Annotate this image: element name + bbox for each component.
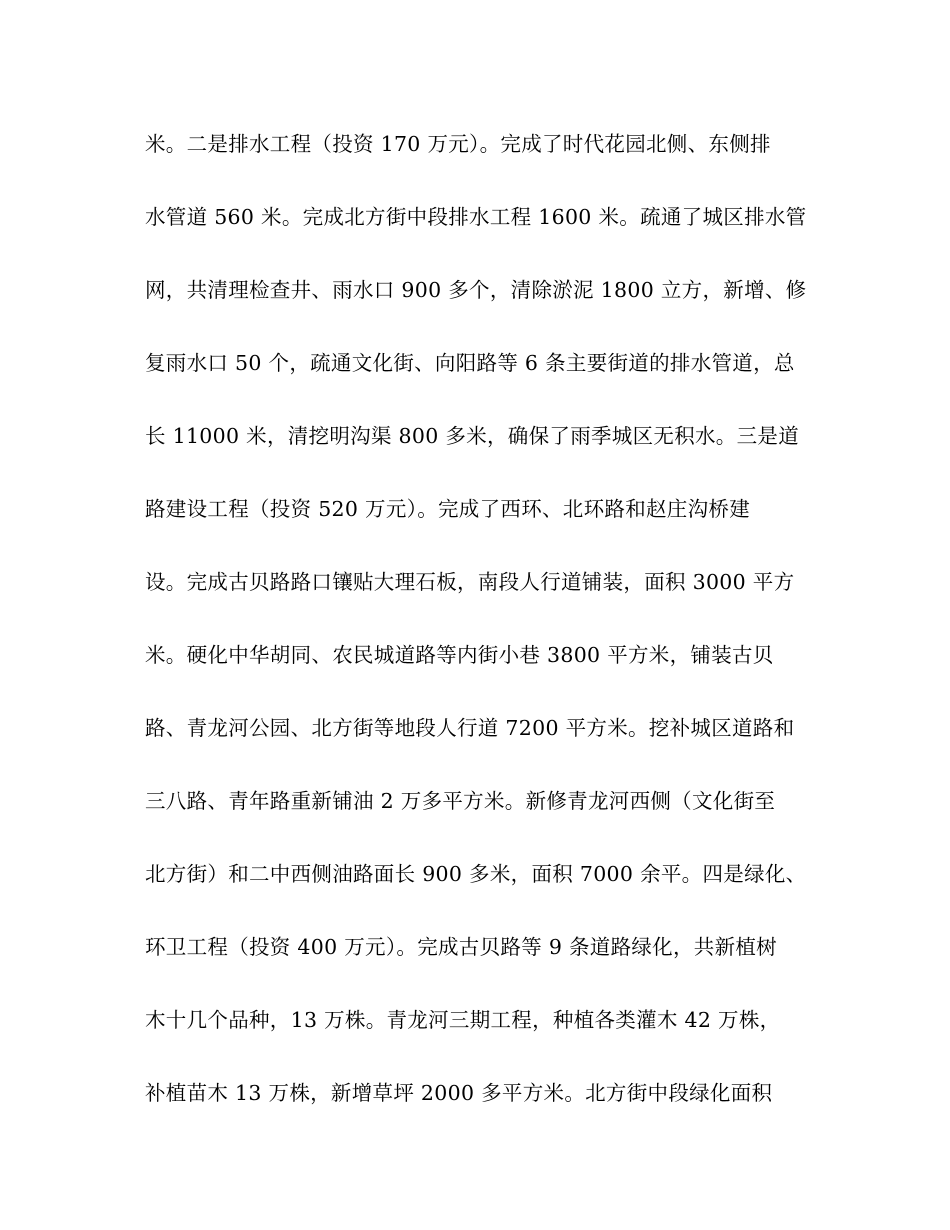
text-line-8: 米。硬化中华胡同、农民城道路等内街小巷 3800 平方米，铺装古贝 xyxy=(145,643,774,667)
text-line-2: 水管道 560 米。完成北方街中段排水工程 1600 米。疏通了城区排水管 xyxy=(145,205,807,229)
text-line-14: 补植苗木 13 万株，新增草坪 2000 多平方米。北方街中段绿化面积 xyxy=(145,1081,773,1105)
text-line-13: 木十几个品种，13 万株。青龙河三期工程，种植各类灌木 42 万株， xyxy=(145,1008,781,1032)
text-line-9: 路、青龙河公园、北方街等地段人行道 7200 平方米。挖补城区道路和 xyxy=(145,716,795,740)
text-line-1: 米。二是排水工程（投资 170 万元）。完成了时代花园北侧、东侧排 xyxy=(145,132,771,156)
text-line-10: 三八路、青年路重新铺油 2 万多平方米。新修青龙河西侧（文化街至 xyxy=(145,789,776,813)
text-line-3: 网，共清理检查井、雨水口 900 多个，清除淤泥 1800 立方，新增、修 xyxy=(145,278,807,302)
text-line-5: 长 11000 米，清挖明沟渠 800 多米，确保了雨季城区无积水。三是道 xyxy=(145,424,800,448)
text-line-7: 设。完成古贝路路口镶贴大理石板，南段人行道铺装，面积 3000 平方 xyxy=(145,570,795,594)
text-line-12: 环卫工程（投资 400 万元）。完成古贝路等 9 条道路绿化，共新植树 xyxy=(145,935,777,959)
text-line-4: 复雨水口 50 个，疏通文化街、向阳路等 6 条主要街道的排水管道，总 xyxy=(145,351,795,375)
text-line-6: 路建设工程（投资 520 万元）。完成了西环、北环路和赵庄沟桥建 xyxy=(145,497,751,521)
body-paragraph xyxy=(145,122,815,1144)
text-line-11: 北方街）和二中西侧油路面长 900 多米，面积 7000 余平。四是绿化、 xyxy=(145,862,807,886)
